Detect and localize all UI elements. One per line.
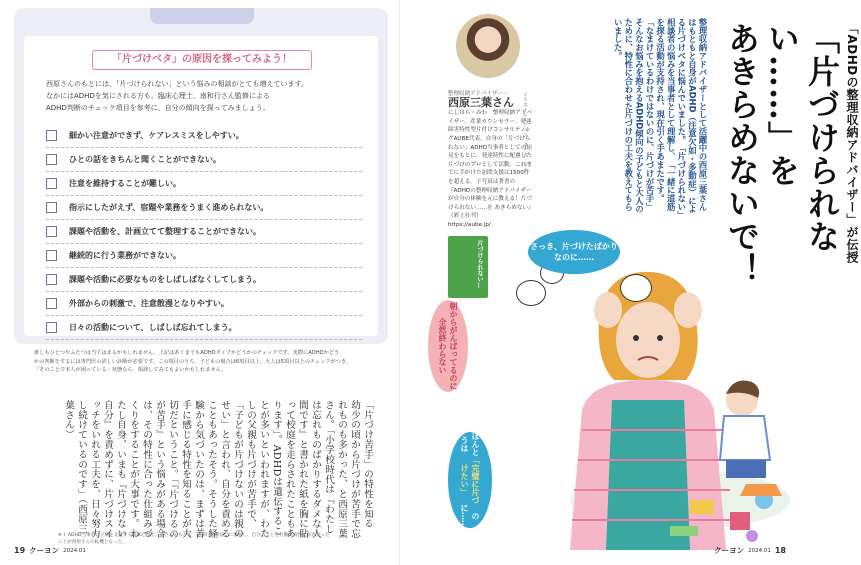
checkbox [46, 274, 57, 285]
book-title: 片づけられない… [476, 240, 483, 288]
title-line-1: 「片づけられない……」を [763, 22, 841, 253]
issue-date: 2024.01 [748, 547, 771, 554]
left-page [0, 0, 400, 565]
check-item [46, 292, 362, 316]
profile-photo [456, 14, 520, 78]
toy-car [740, 484, 782, 496]
magazine-name: クーヨン [714, 546, 745, 555]
checkbox [46, 322, 57, 333]
checkbox [46, 250, 57, 261]
woman-right-hand [674, 292, 702, 328]
profile-url: https://aube.jp/ [448, 221, 491, 228]
issue-date: 2024.01 [63, 547, 86, 554]
thought-bubble [620, 274, 652, 302]
toy-ball [746, 530, 758, 542]
check-item-text: 継続的に行う業務ができない。 [69, 251, 181, 260]
checkbox [46, 298, 57, 309]
title-kicker: 「ADHDの整理収納アドバイザー」が伝授 [845, 22, 859, 264]
checklist-paper [24, 36, 378, 336]
right-page [400, 0, 859, 565]
profile-role: 整理収納アドバイザー・ [448, 91, 509, 97]
thought-bubble [516, 280, 546, 306]
checkbox [46, 178, 57, 189]
checkbox [46, 154, 57, 165]
article-lead: 整理収納アドバイザーとして活躍中の西原三葉さんはもともと自身がADHD（注意欠如・多動症）による片づけベタに悩んでいました。「片づけられない」相談者の悩みを当事者として理解し、「一緒に道筋を探る活動が支持され、現在引く手あまたです。「なまけているわけではないのに、片づけが苦手」そんなお悩みを抱えるADHD傾向の子どもと大人のために、特性に合わせた片づけの工夫を教えてもらいました。 [613, 18, 708, 216]
footnote-line: ※１ ADHD当事者の立場を支援する臨床心理士。南さんのもとで「認知行動療法」に参加し、自分のことと行動の特性に向き合った [58, 533, 330, 538]
profile-bio: にしはら・みわ 整理収納アドバイザー、産業カウンセラー。発達障害特性型片付けコンサルティングAUBE代表。自身の「片づけられない」ADHD当事者としての知見をもとに、発達特性に配慮した片づけのプロとして活動。これまでに手がけた訪問支援は1500件を超える。下写真は著書の『ADHDの整理収納アドバイザーが自分の体験を元に教える！片づけられない……を あきらめない』（彩土社刊） [448, 110, 534, 220]
check-item-text: 日々の活動について、しばしば忘れてしまう。 [69, 323, 237, 332]
checklist-title: 「片づけベタ」の原因を探ってみよう！ [92, 50, 312, 70]
page-number: 18 [774, 546, 786, 555]
check-item [46, 172, 362, 196]
folio-left [14, 545, 86, 556]
check-item [46, 196, 362, 220]
bubble-3-highlight: 「完璧に片づけたい」 [460, 456, 480, 504]
child-shirt [720, 416, 770, 460]
check-item-text: 注意を維持することが難しい。 [69, 179, 181, 188]
toy-block [730, 512, 750, 530]
book-cover [448, 236, 488, 298]
check-item-text: 課題や活動に必要なものをしばしばなくしてしまう。 [69, 275, 261, 284]
check-item [46, 124, 362, 148]
profile-name: 西原三葉さん [448, 95, 514, 109]
intro-line: なかにはADHDを気にされる方も。臨床心理士、南和行さん監修による [46, 92, 270, 100]
check-item [46, 316, 362, 340]
woman-eye [633, 335, 639, 341]
title-line-2: あきらめないで！ [723, 22, 761, 286]
checklist-intro [46, 78, 358, 114]
check-item [46, 244, 362, 268]
intro-line: ADHD判断のチェック項目を参考に、自分の傾向を探ってみましょう。 [46, 104, 270, 112]
check-item-text: 細かい注意ができず、ケアレスミスをしやすい。 [69, 131, 244, 140]
speech-bubble-3 [448, 432, 492, 528]
check-list [46, 124, 362, 340]
bubble-3-post: のに…… [460, 504, 480, 528]
checkbox [46, 202, 57, 213]
speech-bubble-2: 朝からがんばってるのに全然終わらない [428, 300, 468, 392]
checklist-clipboard [14, 8, 388, 344]
checkbox [46, 130, 57, 141]
check-item [46, 148, 362, 172]
woman-eye [657, 335, 663, 341]
check-item-text: 指示にしたがえず、宿題や業務をうまく進められない。 [69, 203, 269, 212]
check-item-text: ひとの話をきちんと聞くことができない。 [69, 155, 221, 164]
note-line: 誰しもひとつやふたつは当てはまるかもしれません。上記はあくまでもADHDタイプかどうかのチェックです。実際にADHDかどう [34, 350, 340, 356]
footnote [58, 532, 378, 546]
note-line: かの判断をするには専門医の詳しい診断が必要です。この項目のうち、子どもの場合は6項目以上、大人は5項目以上のチェックがつき、 [34, 358, 352, 365]
child-pants [726, 460, 766, 478]
woman-left-hand [594, 292, 622, 328]
page-number: 19 [14, 546, 26, 555]
toy-block [690, 500, 714, 514]
article-body: 「片づけ苦手」の特性を知る 幼少の頃から片づけが苦手で忘れものも多かった、と西原三葉さん。「小学校時代は『わたしは忘れものばかりするダメな人間です』と書かれた紙を胸に貼って校庭を走らされたこともあります」。ADHDは遺伝することが多いといわれますが、わたしの父親も片づけが苦手で、「子どもが片づけないのは親のせい」と言われ、自分を責めることもあったそう。そうした経験から気づいたのは、まずは苦手に感じる特性を知ることが大切だということ。「『片づけるのが苦手』という悩みがある場合は、その特性に合った仕組みづくりをすることが大事です。わたし自身、いまも『片づけない自分』を責めずに、片づけスイッチをいれる工夫を、日々努力し続けているのです」（西原三葉さん） [63, 400, 373, 539]
toy-block [670, 526, 698, 536]
bubble-3-pre: ほんとうは [460, 432, 480, 456]
magazine-name: クーヨン [29, 546, 60, 555]
folio-right [714, 545, 786, 556]
check-item [46, 220, 362, 244]
check-item-text: 課題や活動を、計画立てて整理することができない。 [69, 227, 261, 236]
check-item [46, 268, 362, 292]
profile-text [448, 90, 534, 228]
woman-face [616, 302, 680, 378]
footnote-line: ことが西原さんの転機となった。 [58, 540, 127, 545]
intro-line: 西原さんのもとには、「片づけられない」という悩みの相談がとても増えています。 [46, 80, 308, 88]
clipboard-clip [150, 8, 254, 24]
checkbox [46, 226, 57, 237]
speech-bubble-1: さっき、片づけたばかりなのに…… [528, 230, 620, 274]
check-item-text: 外部からの刺激で、注意散漫となりやすい。 [69, 299, 229, 308]
checklist-note [34, 349, 364, 375]
note-line: 「そのことで本人が困っている」状態なら、相談してみてもよいかもしれません。 [34, 367, 227, 373]
illustration-credit: イラストレーション タナカ ラミ [522, 92, 528, 172]
